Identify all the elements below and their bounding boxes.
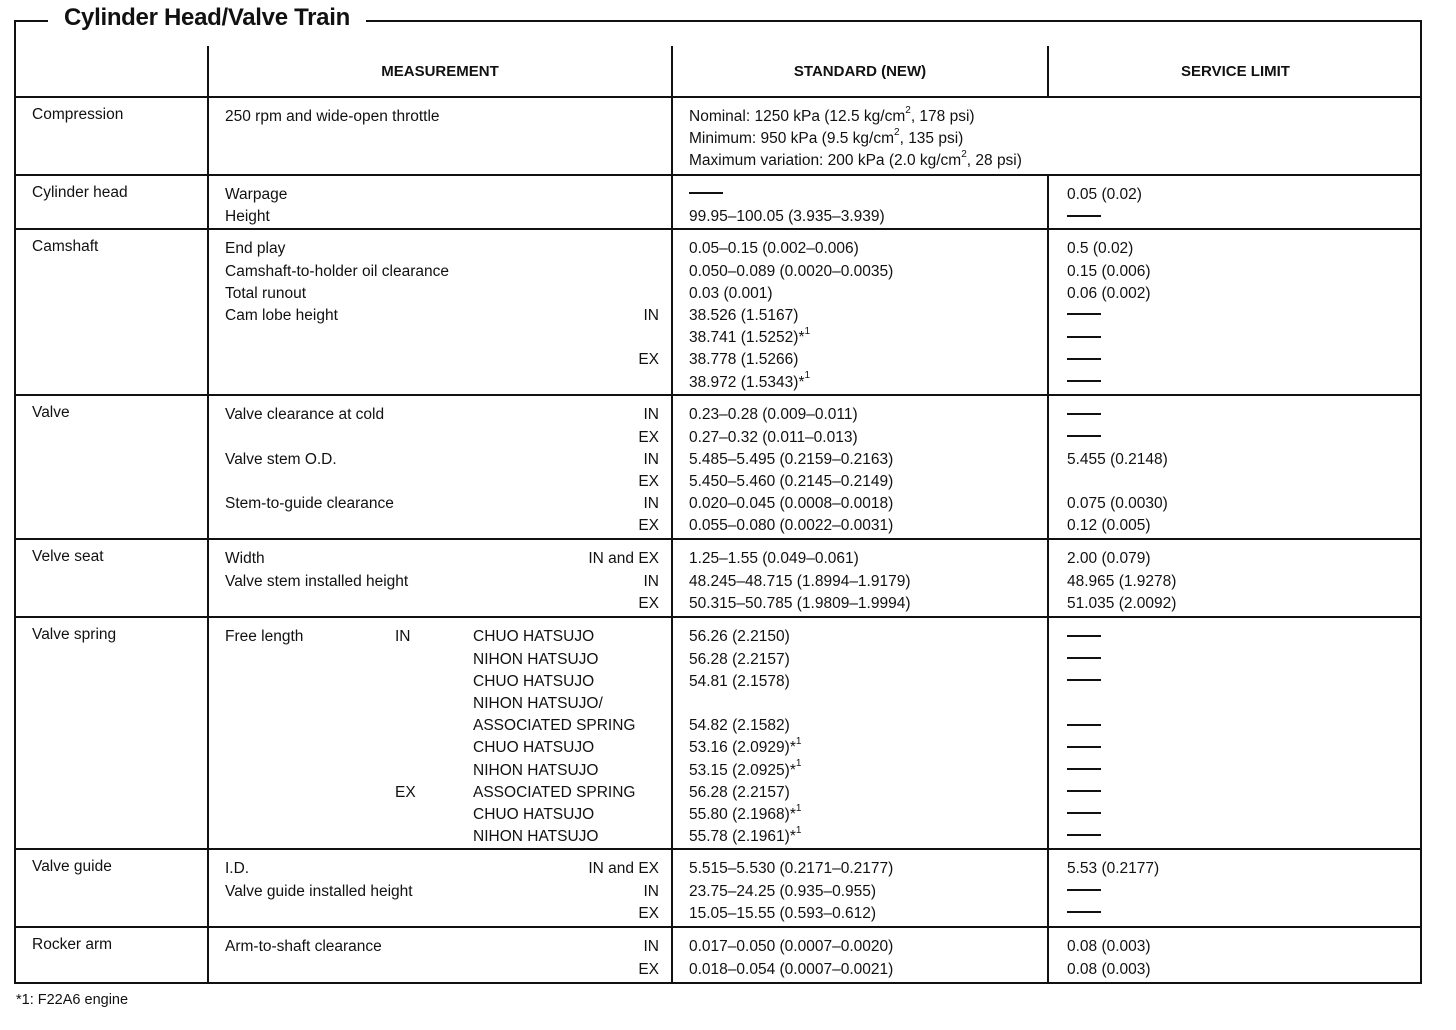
side-ex: EX (638, 517, 659, 535)
spring-row (225, 626, 659, 648)
std-value: 48.245–48.715 (1.8994–1.9179) (689, 572, 911, 590)
side-ex: EX (638, 594, 659, 612)
spring-row (225, 804, 659, 826)
std-value: 1.25–1.55 (0.049–0.061) (689, 550, 859, 568)
manufacturer-text: CHUO HATSUJO (473, 739, 595, 757)
limit-cell (1067, 693, 1414, 715)
dash-mark (1067, 358, 1101, 360)
side-ex: EX (638, 472, 659, 490)
side-blank (395, 715, 473, 737)
measurement-text (225, 826, 395, 848)
page-title: Cylinder Head/Valve Train (48, 4, 366, 32)
limit-cell (1067, 826, 1414, 848)
manufacturer-text: NIHON HATSUJO (473, 828, 599, 846)
measurement-text (225, 782, 395, 804)
row-camshaft (14, 229, 1422, 395)
row-valve-seat (14, 539, 1422, 617)
std-value: 54.82 (2.1582) (689, 717, 790, 735)
measurement-text: Warpage (225, 186, 288, 203)
limit-value: 0.12 (0.005) (1067, 517, 1151, 535)
side-in: IN (643, 495, 659, 513)
limit-cell (1067, 715, 1414, 737)
side-ex: EX (638, 428, 659, 446)
std-value: 99.95–100.05 (3.935–3.939) (689, 208, 885, 226)
side-blank (395, 826, 473, 848)
spec-table (14, 46, 1422, 984)
measurement-text: Valve clearance at cold (225, 406, 385, 424)
std-value: 54.81 (2.1578) (689, 672, 790, 690)
spring-row (225, 715, 659, 737)
side-in-ex: IN and EX (588, 550, 659, 568)
side-in: IN (643, 306, 659, 324)
std-value: 0.018–0.054 (0.0007–0.0021) (689, 960, 894, 978)
side-in: IN (643, 882, 659, 900)
dash-mark (1067, 435, 1101, 437)
limit-cell (1067, 760, 1414, 782)
std-value: 53.16 (2.0929)*$^1$ (689, 736, 802, 757)
std-value: 38.778 (1.5266) (689, 351, 799, 369)
spring-row (225, 649, 659, 671)
std-value: 56.28 (2.2157) (689, 650, 790, 668)
section-label: Cylinder head (32, 184, 128, 201)
std-value: 55.80 (2.1968)*$^1$ (689, 802, 802, 823)
side-blank (395, 693, 473, 715)
measurement-text: Total runout (225, 284, 306, 302)
footnote: *1: F22A6 engine (16, 992, 129, 1008)
section-label: Velve seat (32, 548, 104, 566)
limit-value: 0.08 (0.003) (1067, 960, 1151, 978)
limit-cell (1067, 626, 1414, 648)
side-in: IN (643, 572, 659, 590)
dash-mark (1067, 724, 1101, 726)
std-value: 56.28 (2.2157) (689, 783, 790, 801)
limit-cell (1067, 782, 1414, 804)
measurement-text: Width (225, 550, 265, 568)
spring-standards (673, 618, 1047, 848)
measurement-text: End play (225, 240, 286, 258)
section-label: Compression (32, 106, 124, 123)
side-blank (395, 760, 473, 782)
std-value: 5.450–5.460 (0.2145–0.2149) (689, 472, 894, 490)
limit-value: 2.00 (0.079) (1067, 550, 1151, 568)
measurement-text (225, 693, 395, 715)
measurement-text (225, 649, 395, 671)
measurement-text (225, 760, 395, 782)
row-valve-spring (14, 617, 1422, 849)
spring-row (225, 737, 659, 759)
spring-row (225, 782, 659, 804)
std-value: 5.485–5.495 (0.2159–0.2163) (689, 450, 894, 468)
measurement-text: Cam lobe height (225, 306, 338, 324)
side-in: IN (643, 406, 659, 424)
dash-mark (1067, 911, 1101, 913)
side-ex: EX (638, 351, 659, 369)
measurement-text (225, 737, 395, 759)
manufacturer-text: CHUO HATSUJO (473, 672, 595, 690)
std-value (689, 693, 1039, 715)
limit-value: 51.035 (2.0092) (1067, 594, 1177, 612)
manufacturer-text: CHUO HATSUJO (473, 805, 595, 823)
dash-mark (1067, 215, 1101, 217)
dash-mark (1067, 746, 1101, 748)
std-max-variation: Maximum variation: 200 kPa (2.0 $kg/cm^2$, 28 psi) (689, 149, 1022, 170)
side-blank (395, 737, 473, 759)
limit-cell (1067, 737, 1414, 759)
std-value: 0.050–0.089 (0.0020–0.0035) (689, 262, 894, 280)
std-value: 5.515–5.530 (0.2171–0.2177) (689, 860, 894, 878)
row-cylinder-head (14, 175, 1422, 229)
std-value: 0.03 (0.001) (689, 284, 773, 302)
measurement-text (225, 715, 395, 737)
measurement-text: Height (225, 208, 270, 226)
side-ex: EX (395, 783, 416, 801)
dash-mark (1067, 657, 1101, 659)
section-label: Valve spring (32, 626, 117, 644)
row-valve (14, 395, 1422, 539)
measurement-text: Valve guide installed height (225, 882, 413, 900)
std-value: 53.15 (2.0925)*$^1$ (689, 758, 802, 779)
row-compression (14, 97, 1422, 175)
dash-mark (1067, 812, 1101, 814)
spring-limits (1049, 618, 1422, 848)
header-standard: STANDARD (NEW) (672, 46, 1048, 97)
section-label: Valve (32, 404, 70, 422)
measurement-text: I.D. (225, 860, 250, 878)
manufacturer-text: NIHON HATSUJO/ (473, 694, 603, 712)
row-valve-guide (14, 849, 1422, 927)
measurement-text: Valve stem installed height (225, 572, 409, 590)
measurement-text: Free length (225, 628, 304, 646)
dash-mark (1067, 380, 1101, 382)
limit-value: 0.5 (0.02) (1067, 240, 1134, 258)
std-value: 50.315–50.785 (1.9809–1.9994) (689, 594, 911, 612)
spring-row (225, 760, 659, 782)
std-value: 15.05–15.55 (0.593–0.612) (689, 904, 877, 922)
std-minimum: Minimum: 950 kPa (9.5 $kg/cm^2$, 135 psi) (689, 127, 964, 148)
measurement-text: Stem-to-guide clearance (225, 495, 394, 513)
std-value: 38.972 (1.5343)*$^1$ (689, 370, 811, 391)
std-value: 0.05–0.15 (0.002–0.006) (689, 240, 859, 258)
dash-mark (1067, 790, 1101, 792)
side-ex: EX (638, 904, 659, 922)
limit-cell (1067, 649, 1414, 671)
measurement-text: Valve stem O.D. (225, 450, 337, 468)
header-blank (14, 46, 208, 97)
measurement-text: Camshaft-to-holder oil clearance (225, 262, 449, 280)
spring-row (225, 826, 659, 848)
section-label: Camshaft (32, 238, 99, 256)
dash-mark (1067, 834, 1101, 836)
std-value: 56.26 (2.2150) (689, 628, 790, 646)
dash-mark (689, 192, 723, 194)
header-row (14, 46, 1422, 97)
side-blank (395, 671, 473, 693)
side-blank (395, 804, 473, 826)
limit-value: 0.08 (0.003) (1067, 938, 1151, 956)
manufacturer-text: NIHON HATSUJO (473, 650, 599, 668)
dash-mark (1067, 635, 1101, 637)
measurement-text: Arm-to-shaft clearance (225, 938, 382, 956)
manufacturer-text: NIHON HATSUJO (473, 761, 599, 779)
limit-value: 0.15 (0.006) (1067, 262, 1151, 280)
manufacturer-text: CHUO HATSUJO (473, 628, 595, 646)
std-value: 0.23–0.28 (0.009–0.011) (689, 406, 858, 424)
spring-row (225, 671, 659, 693)
section-label: Rocker arm (32, 936, 113, 954)
measurement-text: 250 rpm and wide-open throttle (225, 108, 440, 125)
limit-value: 0.075 (0.0030) (1067, 495, 1168, 513)
manufacturer-text: ASSOCIATED SPRING (473, 717, 636, 735)
std-value: 0.020–0.045 (0.0008–0.0018) (689, 495, 894, 513)
dash-mark (1067, 413, 1101, 415)
header-service-limit: SERVICE LIMIT (1181, 62, 1290, 80)
spring-row (225, 693, 659, 715)
std-value: 23.75–24.25 (0.935–0.955) (689, 882, 877, 900)
manufacturer-text: ASSOCIATED SPRING (473, 783, 636, 801)
dash-mark (1067, 889, 1101, 891)
measurement-text (225, 804, 395, 826)
std-value: 55.78 (2.1961)*$^1$ (689, 824, 802, 846)
dash-mark (1067, 679, 1101, 681)
std-value: 0.27–0.32 (0.011–0.013) (689, 428, 858, 446)
dash-mark (1067, 336, 1101, 338)
side-blank (395, 649, 473, 671)
side-ex: EX (638, 960, 659, 978)
std-value: 38.741 (1.5252)*$^1$ (689, 325, 811, 347)
dash-mark (1067, 313, 1101, 315)
limit-value: 0.05 (0.02) (1067, 186, 1142, 203)
header-measurement: MEASUREMENT (208, 46, 672, 97)
spring-measurements (209, 618, 671, 848)
side-in: IN (395, 628, 411, 646)
side-in: IN (643, 450, 659, 468)
section-label: Valve guide (32, 858, 112, 876)
limit-value: 5.455 (0.2148) (1067, 450, 1168, 468)
std-value: 0.055–0.080 (0.0022–0.0031) (689, 517, 894, 535)
limit-value: 5.53 (0.2177) (1067, 860, 1160, 878)
std-value: 38.526 (1.5167) (689, 306, 799, 324)
measurement-text (225, 671, 395, 693)
dash-mark (1067, 768, 1101, 770)
std-value: 0.017–0.050 (0.0007–0.0020) (689, 938, 894, 956)
limit-cell (1067, 804, 1414, 826)
limit-cell (1067, 671, 1414, 693)
std-nominal: Nominal: 1250 kPa (12.5 $kg/cm^2$, 178 psi) (689, 104, 975, 125)
side-in: IN (643, 938, 659, 956)
limit-value: 48.965 (1.9278) (1067, 572, 1177, 590)
row-rocker-arm (14, 927, 1422, 984)
side-in-ex: IN and EX (588, 860, 659, 878)
limit-value: 0.06 (0.002) (1067, 284, 1151, 302)
